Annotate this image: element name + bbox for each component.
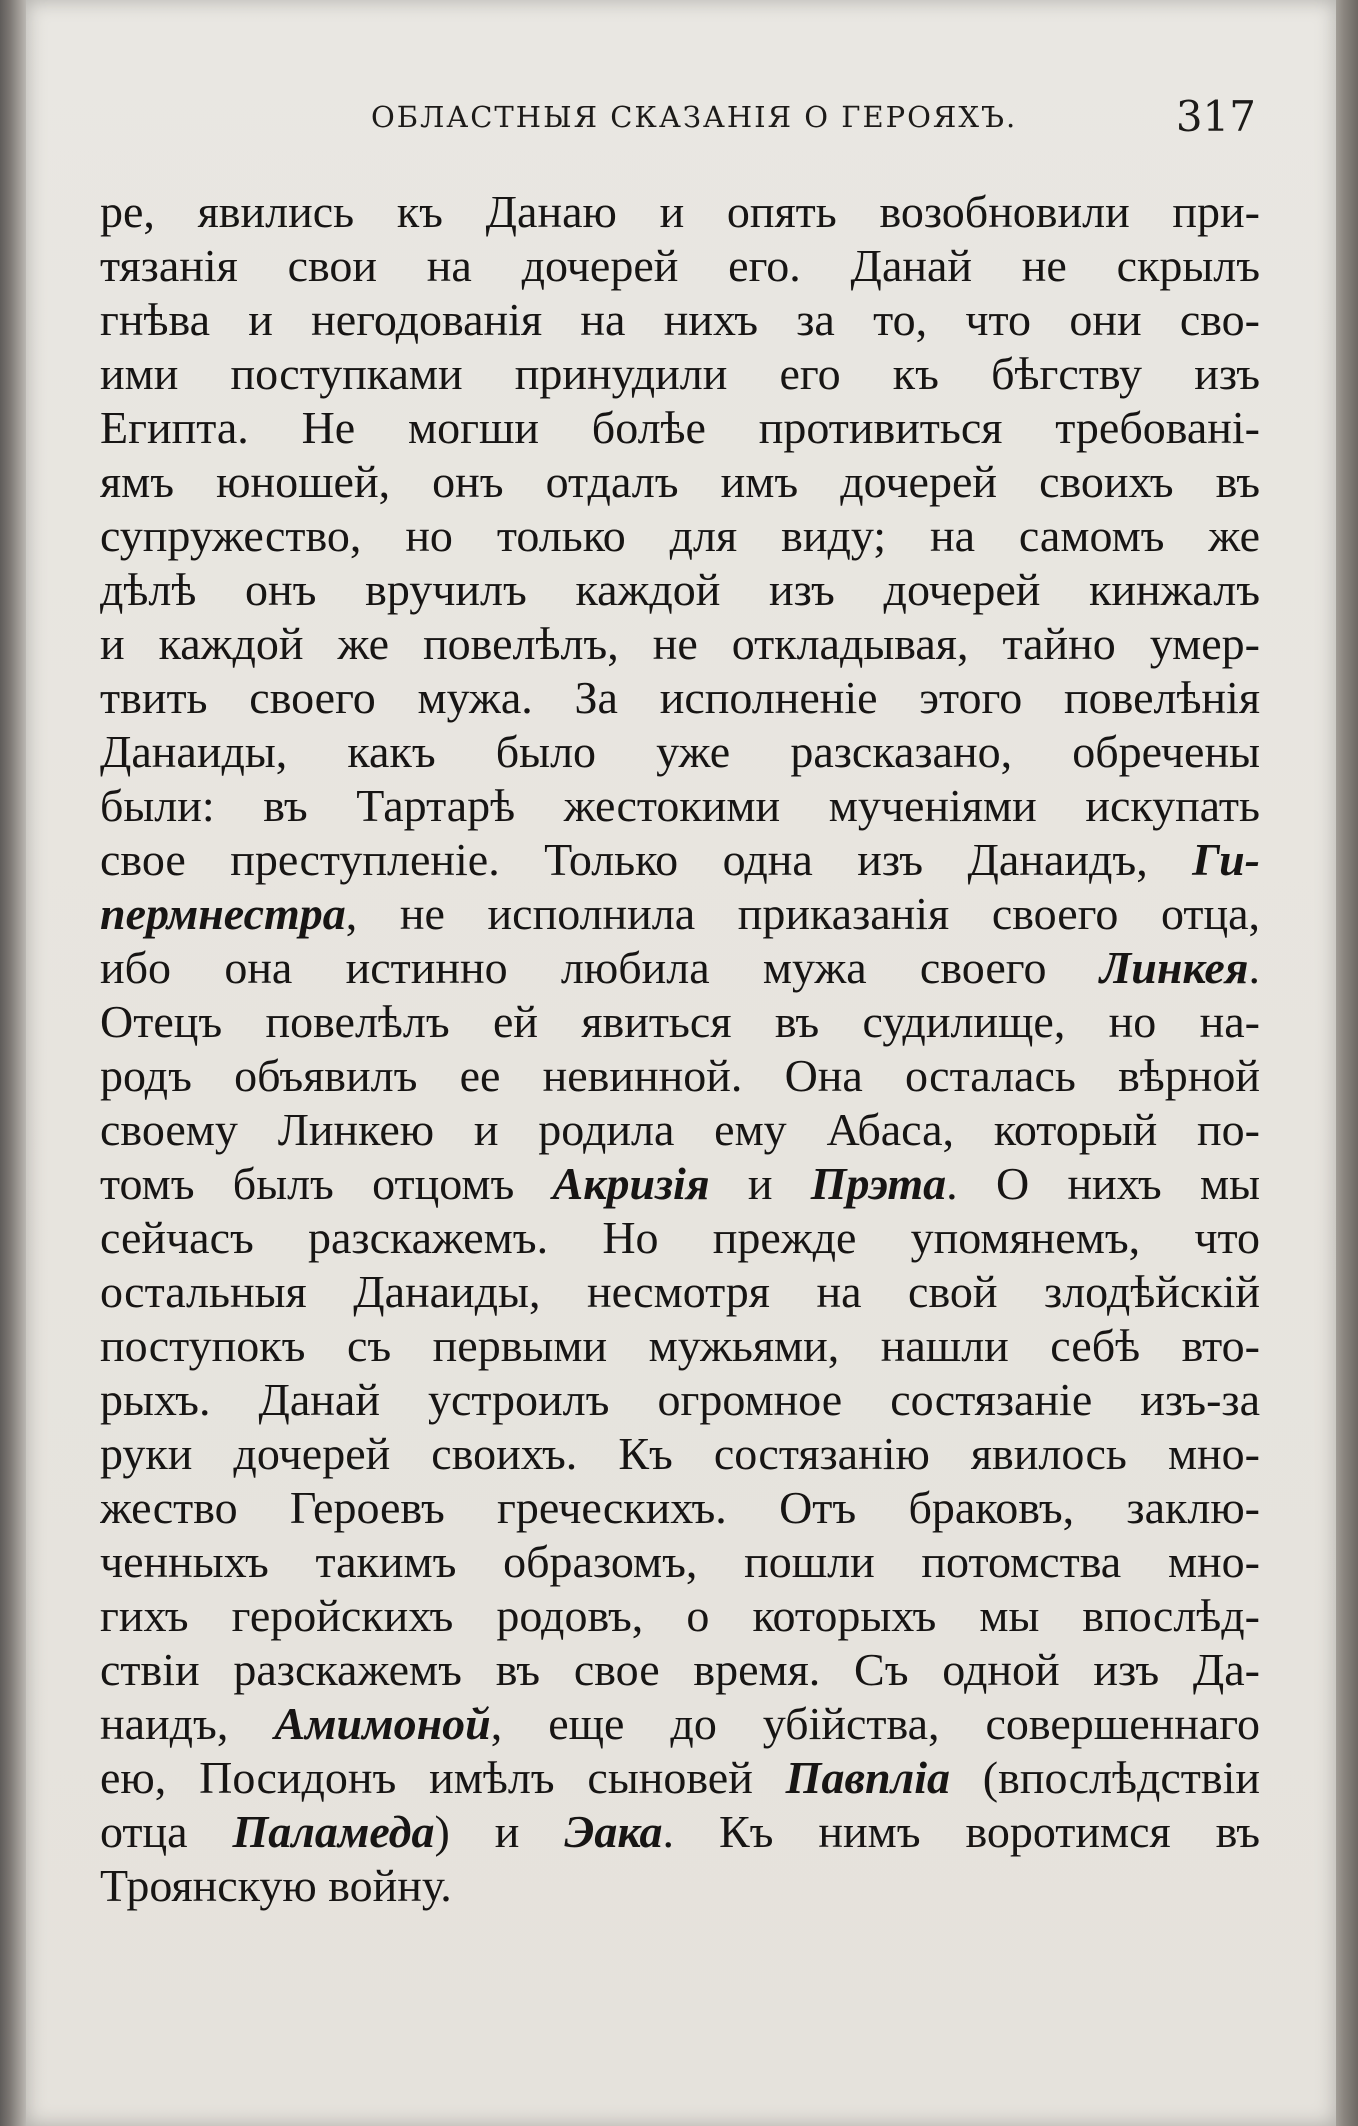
text-run: ченныхъ такимъ образомъ, пошли потомства мно- <box>100 1536 1260 1587</box>
text-run: томъ былъ отцомъ <box>100 1158 553 1209</box>
text-run: родъ объявилъ ее невинной. Она осталась вѣрной <box>100 1050 1260 1101</box>
text-run: супружество, но только для виду; на самомъ же <box>100 510 1260 561</box>
text-line <box>100 1157 1260 1211</box>
text-line <box>100 509 1260 563</box>
text-line <box>100 185 1260 239</box>
text-run: ими поступками принудили его къ бѣгству изъ <box>100 348 1260 399</box>
text-run: ре, явились къ Данаю и опять возобновили при- <box>100 186 1260 237</box>
text-run: , еще до убійства, совершеннаго <box>490 1698 1260 1749</box>
text-line <box>100 1103 1260 1157</box>
text-run: гнѣва и негодованія на нихъ за то, что они сво- <box>100 294 1260 345</box>
text-line <box>100 1427 1260 1481</box>
text-run: дѣлѣ онъ вручилъ каждой изъ дочерей кинжалъ <box>100 564 1260 615</box>
text-run: , не исполнила приказанія своего отца, <box>345 888 1260 939</box>
running-head: ОБЛАСТНЫЯ СКАЗАНІЯ О ГЕРОЯХЪ. <box>371 100 1018 134</box>
text-line <box>100 1859 1260 1913</box>
text-run: Египта. Не могши болѣе противиться требовані- <box>100 402 1260 453</box>
text-line <box>100 887 1260 941</box>
text-run: поступокъ съ первыми мужьями, нашли себѣ вто- <box>100 1320 1260 1371</box>
text-line <box>100 779 1260 833</box>
text-line <box>100 1535 1260 1589</box>
text-line <box>100 1373 1260 1427</box>
text-line <box>100 941 1260 995</box>
text-line <box>100 617 1260 671</box>
text-line <box>100 995 1260 1049</box>
italic-name: Амимоной <box>274 1698 491 1749</box>
text-run: и каждой же повелѣлъ, не откладывая, тайно умер- <box>100 618 1260 669</box>
text-run: гихъ геройскихъ родовъ, о которыхъ мы впослѣд- <box>100 1590 1260 1641</box>
italic-name: Линкея <box>1099 942 1249 993</box>
text-run: ) и <box>434 1806 565 1857</box>
text-line <box>100 1589 1260 1643</box>
text-run: наидъ, <box>100 1698 275 1749</box>
text-line <box>100 1643 1260 1697</box>
text-run: рыхъ. Данай устроилъ огромное состязаніе изъ-за <box>100 1374 1260 1425</box>
text-run: остальныя Данаиды, несмотря на свой злодѣйскій <box>100 1266 1260 1317</box>
text-run: ею, Посидонъ имѣлъ сыновей <box>100 1752 786 1803</box>
italic-name: Павпліа <box>785 1752 950 1803</box>
text-line <box>100 1319 1260 1373</box>
text-line <box>100 347 1260 401</box>
text-line <box>100 401 1260 455</box>
text-run: (впослѣдствіи <box>949 1752 1260 1803</box>
text-run: Отецъ повелѣлъ ей явиться въ судилище, но на- <box>100 996 1260 1047</box>
text-line <box>100 1697 1260 1751</box>
text-line <box>100 725 1260 779</box>
text-line <box>100 293 1260 347</box>
text-run: . О нихъ мы <box>946 1158 1260 1209</box>
text-run: руки дочерей своихъ. Къ состязанію явилось мно- <box>100 1428 1260 1479</box>
text-run: свое преступленіе. Только одна изъ Данаидъ, <box>100 834 1193 885</box>
text-run: были: въ Тартарѣ жестокими мученіями искупать <box>100 780 1260 831</box>
text-line <box>100 833 1260 887</box>
text-line <box>100 1265 1260 1319</box>
text-run: отца <box>100 1806 233 1857</box>
text-line <box>100 563 1260 617</box>
text-line <box>100 1049 1260 1103</box>
italic-name: Эака <box>564 1806 663 1857</box>
text-line <box>100 1211 1260 1265</box>
text-line <box>100 1751 1260 1805</box>
text-run: ствіи разскажемъ въ свое время. Съ одной изъ Да- <box>100 1644 1260 1695</box>
text-run: и <box>709 1158 811 1209</box>
text-run: сейчасъ разскажемъ. Но прежде упомянемъ, что <box>100 1212 1260 1263</box>
italic-name: Паламеда <box>232 1806 435 1857</box>
text-line <box>100 671 1260 725</box>
italic-name: Ги- <box>1192 834 1260 885</box>
text-run: . <box>1248 942 1260 993</box>
text-run: Троянскую войну. <box>100 1860 452 1911</box>
page-number: 317 <box>1175 92 1256 141</box>
text-run: твить своего мужа. За исполненіе этого повелѣнія <box>100 672 1260 723</box>
text-line <box>100 1805 1260 1859</box>
italic-name: Прэта <box>810 1158 947 1209</box>
italic-name: Акризія <box>552 1158 710 1209</box>
text-line <box>100 455 1260 509</box>
book-page <box>26 0 1336 2126</box>
text-run: жество Героевъ греческихъ. Отъ браковъ, заклю- <box>100 1482 1260 1533</box>
body-text <box>100 185 1260 1913</box>
text-line <box>100 239 1260 293</box>
italic-name: пермнестра <box>100 888 346 939</box>
text-run: Данаиды, какъ было уже разсказано, обречены <box>100 726 1260 777</box>
page-header <box>101 92 1256 152</box>
text-run: ибо она истинно любила мужа своего <box>100 942 1100 993</box>
text-run: своему Линкею и родила ему Абаса, который по- <box>100 1104 1260 1155</box>
text-run: тязанія свои на дочерей его. Данай не скрылъ <box>100 240 1260 291</box>
text-run: ямъ юношей, онъ отдалъ имъ дочерей своихъ въ <box>100 456 1260 507</box>
text-line <box>100 1481 1260 1535</box>
text-run: . Къ нимъ воротимся въ <box>662 1806 1260 1857</box>
